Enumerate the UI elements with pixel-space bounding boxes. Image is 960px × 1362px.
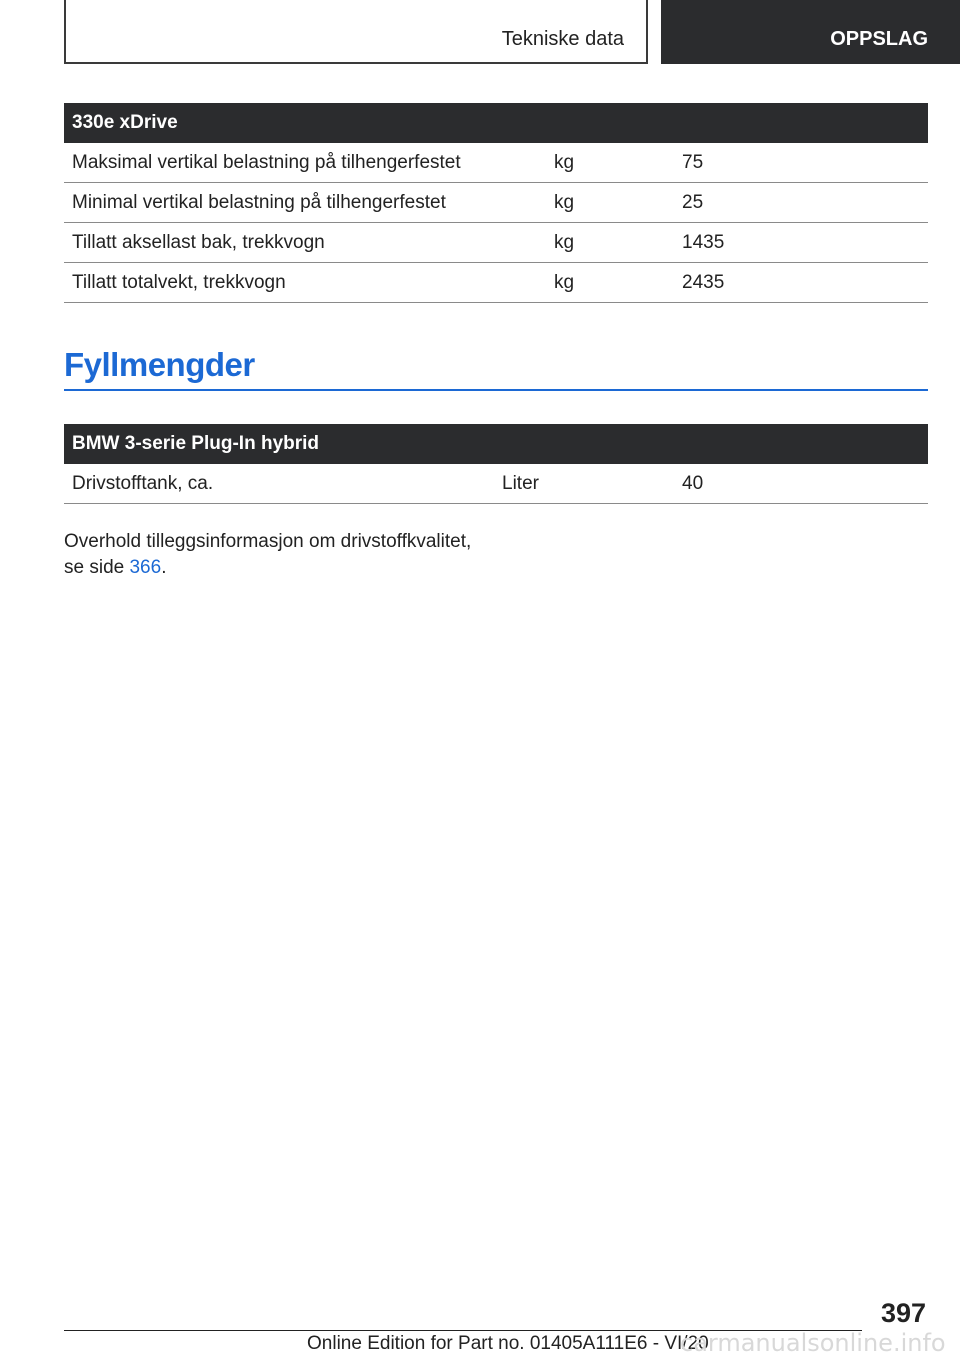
table-row xyxy=(64,223,928,263)
table-header-row xyxy=(64,424,928,464)
section-title: Fyllmengder xyxy=(64,346,255,383)
footer-edition-text: Online Edition for Part no. 01405A111E6 - VI/20 xyxy=(307,1333,709,1354)
row-unit: Liter xyxy=(494,464,674,504)
note-prefix: se side xyxy=(64,557,130,578)
table-row xyxy=(64,464,928,504)
table-title: BMW 3-serie Plug-In hybrid xyxy=(64,424,928,464)
row-label: Drivstofftank, ca. xyxy=(64,464,494,504)
header-section-box xyxy=(64,0,648,64)
table-title: 330e xDrive xyxy=(64,103,928,143)
row-label: Minimal vertikal belastning på tilhengerfestet xyxy=(64,183,546,223)
row-value: 2435 xyxy=(674,263,928,303)
row-value: 40 xyxy=(674,464,928,504)
row-value: 75 xyxy=(674,143,928,183)
spec-table-fill-quantities xyxy=(64,424,928,504)
row-unit: kg xyxy=(546,263,674,303)
spec-table-330e xyxy=(64,103,928,303)
section-divider xyxy=(64,389,928,391)
row-unit: kg xyxy=(546,223,674,263)
page-reference-link[interactable]: 366 xyxy=(129,557,162,578)
row-value: 25 xyxy=(674,183,928,223)
page-number: 397 xyxy=(880,1298,926,1328)
fuel-quality-note xyxy=(64,529,504,581)
table-header-row xyxy=(64,103,928,143)
row-label: Maksimal vertikal belastning på tilhengerfestet xyxy=(64,143,546,183)
row-unit: kg xyxy=(546,143,674,183)
header-chapter-title: OPPSLAG xyxy=(830,28,928,50)
row-unit: kg xyxy=(546,183,674,223)
row-value: 1435 xyxy=(674,223,928,263)
watermark: carmanualsonline.info xyxy=(680,1329,946,1357)
table-row xyxy=(64,183,928,223)
row-label: Tillatt totalvekt, trekkvogn xyxy=(64,263,546,303)
row-label: Tillatt aksellast bak, trekkvogn xyxy=(64,223,546,263)
note-suffix: . xyxy=(161,557,167,578)
note-line-1: Overhold tilleggsinformasjon om drivstoffkvalitet, xyxy=(64,531,472,552)
header-section-title: Tekniske data xyxy=(501,28,624,50)
header-chapter-tab xyxy=(661,0,960,64)
table-row xyxy=(64,143,928,183)
table-row xyxy=(64,263,928,303)
